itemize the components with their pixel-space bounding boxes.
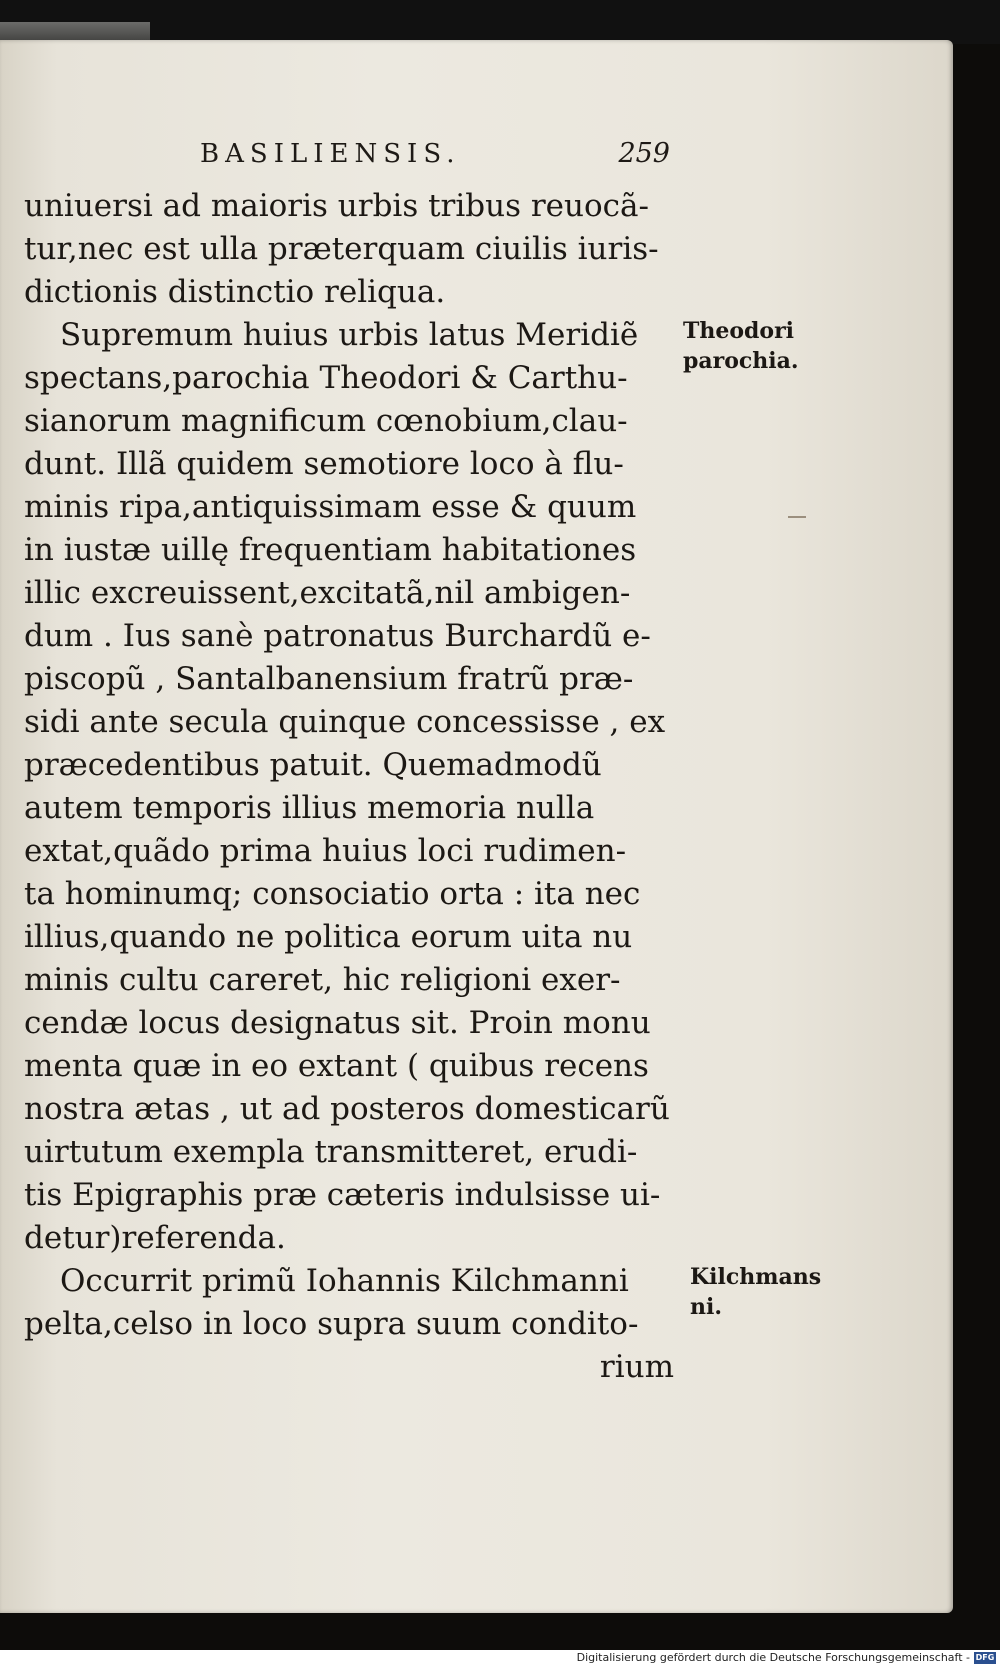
text-line: spectans,parochia Theodori & Carthu- xyxy=(24,360,628,396)
footer-credit: Digitalisierung gefördert durch die Deutsche Forschungsgemeinschaft - xyxy=(576,1651,970,1664)
text-line: menta quæ in eo extant ( quibus recens xyxy=(24,1048,649,1084)
text-line: pelta,celso in loco supra suum condito- xyxy=(24,1306,639,1342)
marginal-note-line: Kilchmans xyxy=(690,1264,822,1290)
text-line: sidi ante secula quinque concessisse , ex xyxy=(24,704,666,740)
text-line: præcedentibus patuit. Quemadmodũ xyxy=(24,747,602,783)
text-line: ta hominumq; consociatio orta : ita nec xyxy=(24,876,641,912)
top-scan-border xyxy=(0,0,1000,44)
text-line: sianorum magnificum cœnobium,clau- xyxy=(24,403,628,439)
catchword: rium xyxy=(599,1349,674,1385)
text-line: in iustæ uillę frequentiam habitationes xyxy=(24,532,637,568)
text-line: minis ripa,antiquissimam esse & quum xyxy=(24,489,637,525)
running-head xyxy=(200,138,670,178)
page-number: 259 xyxy=(618,138,670,169)
text-line: Supremum huius urbis latus Meridiẽ xyxy=(60,317,639,353)
text-line: uirtutum exempla transmitteret, erudi- xyxy=(24,1134,638,1170)
text-line: uniuersi ad maioris urbis tribus reuocã- xyxy=(24,188,649,224)
text-line: minis cultu careret, hic religioni exer- xyxy=(24,962,621,998)
digitization-footer xyxy=(0,1650,1000,1667)
text-line: dictionis distinctio reliqua. xyxy=(24,274,446,310)
margin-mark xyxy=(788,516,806,518)
text-line: Occurrit primũ Iohannis Kilchmanni xyxy=(60,1263,629,1299)
text-line: autem temporis illius memoria nulla xyxy=(24,790,595,826)
text-line: dum . Ius sanè patronatus Burchardũ e- xyxy=(24,618,651,654)
marginal-note-line: Theodori xyxy=(683,318,795,344)
text-line: illic excreuissent,excitatã,nil ambigen- xyxy=(24,575,631,611)
text-line: illius,quando ne politica eorum uita nu xyxy=(24,919,633,955)
text-line: tur,nec est ulla præterquam ciuilis iuris- xyxy=(24,231,659,267)
text-line: dunt. Illã quidem semotiore loco à flu- xyxy=(24,446,624,482)
text-block xyxy=(24,185,674,1389)
marginal-note-line: ni. xyxy=(690,1294,723,1320)
marginal-note-theodori xyxy=(683,316,799,376)
text-line: cendæ locus designatus sit. Proin monu xyxy=(24,1005,651,1041)
text-line: extat,quãdo prima huius loci rudimen- xyxy=(24,833,627,869)
text-line: detur)referenda. xyxy=(24,1220,286,1256)
text-line: piscopũ , Santalbanensium fratrũ præ- xyxy=(24,661,634,697)
dfg-logo: DFG xyxy=(975,1653,995,1662)
marginal-note-line: parochia. xyxy=(683,348,799,374)
marginal-note-kilchmanni xyxy=(690,1262,821,1322)
text-line: tis Epigraphis præ cæteris indulsisse ui- xyxy=(24,1177,661,1213)
text-line: nostra ætas , ut ad posteros domesticarũ xyxy=(24,1091,670,1127)
running-head-title: BASILIENSIS. xyxy=(200,139,461,169)
